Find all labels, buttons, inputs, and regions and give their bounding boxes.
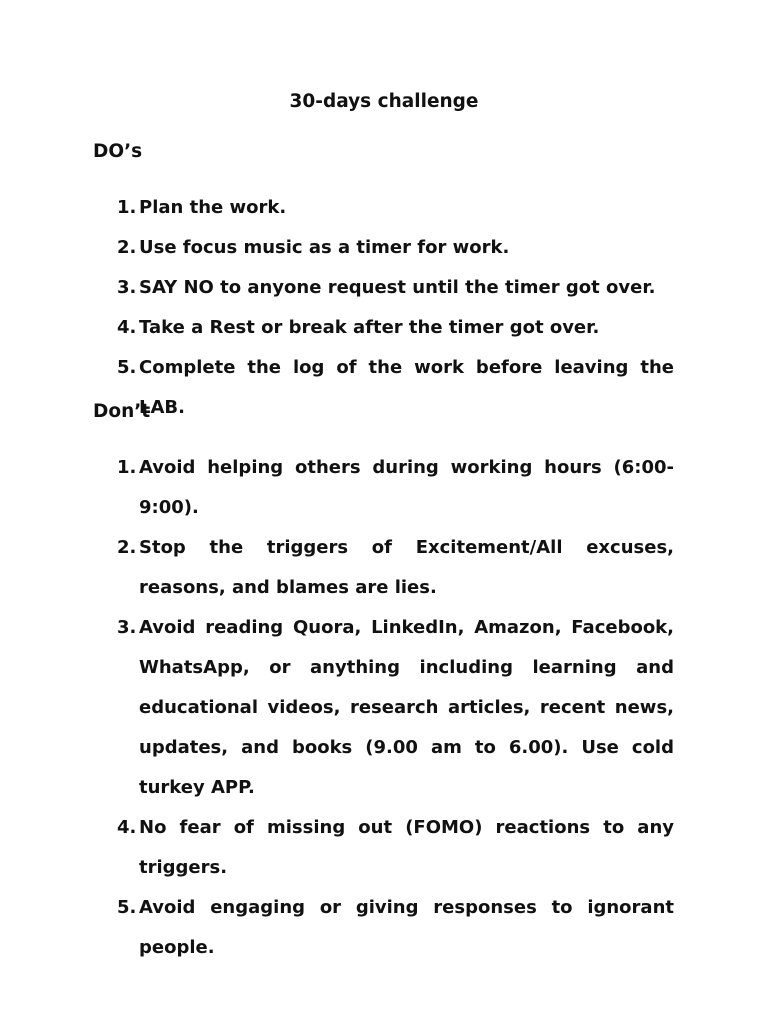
list-item-text: Avoid engaging or giving responses to ignorant people.: [139, 897, 674, 958]
donts-heading: Don’t: [93, 401, 151, 422]
list-item-text: Use focus music as a timer for work.: [139, 237, 510, 258]
list-item: [117, 228, 674, 268]
list-item: [117, 808, 674, 888]
list-item-text: Plan the work.: [139, 197, 287, 218]
list-item-number: 4.: [117, 817, 137, 838]
list-item-number: 2.: [117, 237, 137, 258]
list-item-text: Avoid reading Quora, LinkedIn, Amazon, Facebook, WhatsApp, or anything including learning and educational videos, research articles, recent news, updates, and books (9.00 am to 6.00). Use cold turkey APP.: [139, 617, 674, 798]
list-item-number: 3.: [117, 277, 137, 298]
list-item-number: 5.: [117, 897, 137, 918]
list-item: [117, 608, 674, 808]
list-item-text: SAY NO to anyone request until the timer got over.: [139, 277, 656, 298]
list-item: [117, 268, 674, 308]
list-item-number: 4.: [117, 317, 137, 338]
list-item: [117, 348, 674, 428]
list-item-number: 1.: [117, 457, 137, 478]
list-item: [117, 188, 674, 228]
list-item-number: 5.: [117, 357, 137, 378]
list-item-text: Avoid helping others during working hours (6:00-9:00).: [139, 457, 674, 518]
list-item-text: Take a Rest or break after the timer got over.: [139, 317, 600, 338]
list-item-text: Complete the log of the work before leaving the LAB.: [139, 357, 674, 418]
list-item-number: 2.: [117, 537, 137, 558]
document-title: 30-days challenge: [289, 91, 479, 112]
list-item: [117, 308, 674, 348]
list-item: [117, 528, 674, 608]
dos-heading: DO’s: [93, 141, 143, 162]
list-item-text: No fear of missing out (FOMO) reactions to any triggers.: [139, 817, 674, 878]
list-item-text: Stop the triggers of Excitement/All excuses, reasons, and blames are lies.: [139, 537, 674, 598]
dos-list: [117, 188, 674, 428]
list-item: [117, 448, 674, 528]
donts-list: [117, 448, 674, 968]
list-item-number: 1.: [117, 197, 137, 218]
list-item: [117, 888, 674, 968]
list-item-number: 3.: [117, 617, 137, 638]
